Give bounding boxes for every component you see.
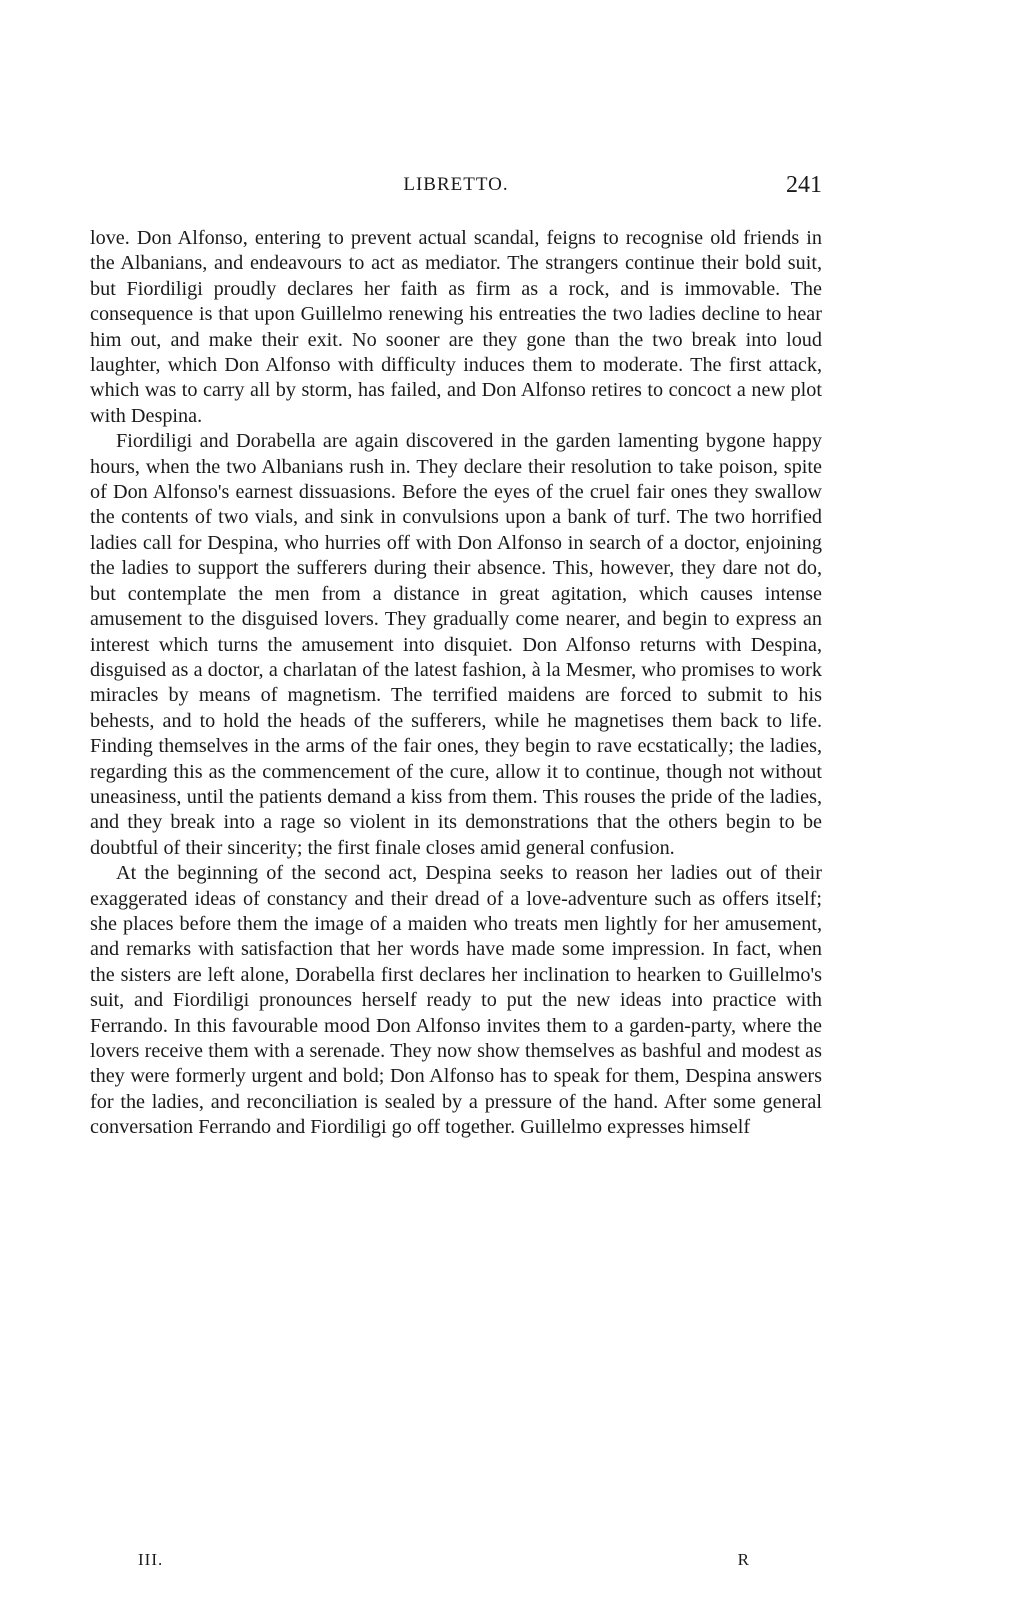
running-head [90,172,822,202]
page-footer [90,1550,750,1574]
paragraph-second-act: At the beginning of the second act, Despina seeks to reason her ladies out of their exaggerated ideas of constancy and their dread of a love-adventure such as offers itself; she places before them the image of a maiden who treats men lightly for her amusement, and remarks with satisfaction that her words have made some impression. In fact, when the sisters are left alone, Dorabella first declares her inclination to hearken to Guillelmo's suit, and Fiordiligi pronounces herself ready to put the new ideas into practice with Ferrando. In this favourable mood Don Alfonso invites them to a garden-party, where the lovers receive them with a serenade. They now show themselves as bashful and modest as they were formerly urgent and bold; Don Alfonso has to speak for them, Despina answers for the ladies, and reconciliation is sealed by a pressure of the hand. After some general conversation Ferrando and Fiordiligi go off together. Guillelmo expresses himself [90,862,822,1139]
body-text [90,226,822,1141]
paragraph-continuation: love. Don Alfonso, entering to prevent actual scandal, feigns to recognise old friends in the Albanians, and endeavours to act as mediator. The strangers continue their bold suit, but Fiordiligi proudly declares her faith as firm as a rock, and is immovable. The consequence is that upon Guillelmo renewing his entreaties the two ladies decline to hear him out, and make their exit. No sooner are they gone than the two break into loud laughter, which Don Alfonso with difficulty induces them to moderate. The first attack, which was to carry all by storm, has failed, and Don Alfonso retires to concoct a new plot with Despina. [90,227,822,427]
paragraph-garden-scene: Fiordiligi and Dorabella are again discovered in the garden lamenting bygone happy hours, when the two Albanians rush in. They declare their resolution to take poison, spite of Don Alfonso's earnest dissuasions. Before the eyes of the cruel fair ones they swallow the contents of two vials, and sink in convulsions upon a bank of turf. The two horrified ladies call for Despina, who hurries off with Don Alfonso in search of a doctor, enjoining the ladies to support the sufferers during their absence. This, however, they dare not do, but contemplate the men from a distance in great agitation, which causes intense amusement to the disguised lovers. They gradually come nearer, and begin to express an interest which turns the amusement into disquiet. Don Alfonso returns with Despina, disguised as a doctor, a charlatan of the latest fashion, à la Mesmer, who promises to work miracles by means of magnetism. The terrified maidens are forced to submit to his behests, and to hold the heads of the sufferers, while he magnetises them back to life. Finding themselves in the arms of the fair ones, they begin to rave ecstatically; the ladies, regarding this as the commencement of the cure, allow it to continue, though not without uneasiness, until the patients demand a kiss from them. This rouses the pride of the ladies, and they break into a rage so violent in its demonstrations that the others begin to be doubtful of their sincerity; the first finale closes amid general confusion. [90,430,822,859]
page-number: 241 [786,172,822,198]
volume-signature: III. [138,1550,164,1569]
running-title: LIBRETTO. [403,174,509,195]
gathering-signature: R [737,1550,750,1569]
